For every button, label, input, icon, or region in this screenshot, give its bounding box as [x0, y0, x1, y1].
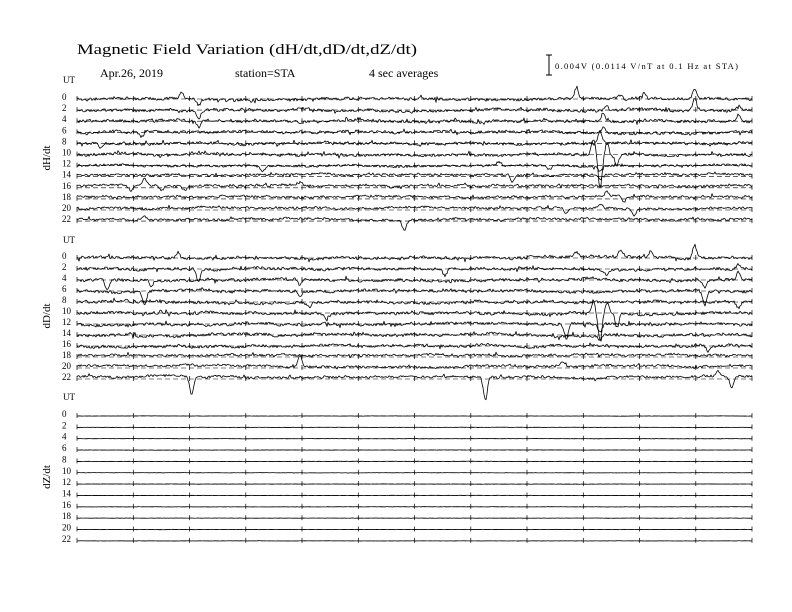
trace-dz-ut-4	[77, 438, 752, 439]
trace-dd-ut-4	[77, 271, 752, 290]
row-hour-label: 12	[62, 158, 71, 169]
scale-bar-label: 0.004V (0.0114 V/nT at 0.1 Hz at STA)	[555, 61, 738, 71]
row-dd-ut-4	[62, 271, 752, 290]
row-hour-label: 4	[62, 273, 67, 283]
row-hour-label: 18	[62, 511, 71, 522]
row-dd-ut-20	[62, 356, 752, 371]
row-hour-label: 12	[62, 477, 71, 488]
plot-area	[41, 75, 752, 544]
row-hour-label: 0	[62, 409, 67, 419]
row-hour-label: 10	[62, 306, 71, 316]
row-dh-ut-0	[62, 86, 752, 106]
row-hour-label: 22	[62, 533, 71, 544]
y-axis-label: dH/dt	[41, 145, 53, 171]
trace-dh-ut-6	[77, 127, 752, 138]
time-axis-label: UT	[63, 392, 75, 402]
trace-dz-ut-20	[77, 529, 752, 530]
row-hour-label: 6	[62, 443, 67, 454]
trace-dh-ut-0	[77, 86, 752, 106]
chart-title: Magnetic Field Variation (dH/dt,dD/dt,dZ/dt)	[77, 42, 418, 58]
plot-header	[77, 42, 738, 80]
row-dh-ut-20	[62, 203, 752, 216]
row-dh-ut-22	[62, 214, 752, 230]
row-dd-ut-22	[62, 370, 752, 399]
row-hour-label: 8	[62, 136, 67, 147]
row-hour-label: 6	[62, 125, 67, 136]
row-hour-label: 16	[62, 499, 71, 510]
row-hour-label: 20	[62, 361, 71, 371]
row-dz-ut-16	[62, 500, 752, 510]
row-hour-label: 14	[62, 169, 71, 180]
trace-dz-ut-0	[77, 416, 752, 417]
averaging-label: 4 sec averages	[369, 66, 439, 80]
row-hour-label: 20	[62, 522, 71, 533]
row-hour-label: 8	[62, 454, 67, 465]
row-dh-ut-2	[62, 99, 752, 119]
row-dz-ut-18	[62, 511, 752, 521]
row-dz-ut-14	[62, 488, 752, 498]
row-dz-ut-20	[62, 523, 752, 533]
row-dh-ut-6	[62, 125, 752, 137]
panel-dh	[41, 75, 752, 230]
trace-dz-ut-2	[77, 427, 752, 428]
trace-dz-ut-6	[77, 450, 752, 451]
trace-dd-ut-22	[77, 370, 752, 399]
row-hour-label: 4	[62, 114, 67, 125]
row-dh-ut-8	[62, 131, 752, 149]
row-dd-ut-8	[62, 295, 752, 309]
row-dz-ut-0	[62, 409, 752, 419]
date-label: Apr.26, 2019	[100, 66, 163, 80]
trace-dz-ut-18	[77, 518, 752, 519]
row-dz-ut-10	[62, 466, 752, 476]
row-hour-label: 12	[62, 317, 71, 327]
row-hour-label: 2	[62, 420, 67, 431]
row-dh-ut-14	[62, 170, 752, 183]
row-hour-label: 2	[62, 103, 67, 114]
row-hour-label: 4	[62, 431, 67, 442]
row-hour-label: 22	[62, 372, 71, 382]
row-dd-ut-18	[62, 350, 752, 360]
row-hour-label: 0	[62, 92, 67, 102]
row-hour-label: 14	[62, 488, 71, 499]
scale-bar	[546, 55, 552, 75]
row-dz-ut-12	[62, 477, 752, 487]
row-dd-ut-0	[62, 244, 752, 262]
row-dd-ut-2	[62, 262, 752, 281]
row-dh-ut-10	[62, 140, 752, 187]
row-hour-label: 10	[62, 465, 71, 476]
row-dh-ut-16	[62, 178, 752, 191]
y-axis-label: dZ/dt	[41, 465, 53, 489]
row-hour-label: 16	[62, 180, 71, 191]
panel-dd	[41, 235, 752, 400]
row-dz-ut-4	[62, 432, 752, 442]
trace-dz-ut-22	[77, 541, 752, 542]
row-hour-label: 20	[62, 203, 71, 213]
trace-dz-ut-16	[77, 507, 752, 508]
row-dz-ut-2	[62, 420, 752, 430]
row-hour-label: 14	[62, 328, 71, 338]
row-hour-label: 16	[62, 339, 71, 349]
row-dz-ut-8	[62, 454, 752, 464]
row-hour-label: 18	[62, 191, 71, 202]
row-hour-label: 0	[62, 251, 67, 261]
time-axis-label: UT	[63, 235, 75, 245]
row-dd-ut-12	[62, 317, 752, 339]
row-dh-ut-12	[62, 159, 752, 172]
row-hour-label: 22	[62, 214, 71, 225]
trace-dz-ut-12	[77, 484, 752, 485]
y-axis-label: dD/dt	[41, 303, 53, 329]
trace-dz-ut-8	[77, 461, 752, 462]
row-hour-label: 2	[62, 262, 67, 272]
row-hour-label: 10	[62, 147, 71, 158]
time-axis-label: UT	[63, 75, 75, 85]
row-dd-ut-16	[62, 339, 752, 352]
row-dz-ut-6	[62, 443, 752, 453]
row-hour-label: 6	[62, 284, 67, 294]
station-label: station=STA	[235, 66, 296, 80]
row-dh-ut-18	[62, 191, 752, 202]
row-hour-label: 18	[62, 350, 71, 360]
row-hour-label: 8	[62, 295, 67, 305]
row-dz-ut-22	[62, 534, 752, 544]
row-dd-ut-14	[62, 328, 752, 341]
row-dh-ut-4	[62, 113, 752, 128]
panel-dz	[41, 392, 752, 544]
